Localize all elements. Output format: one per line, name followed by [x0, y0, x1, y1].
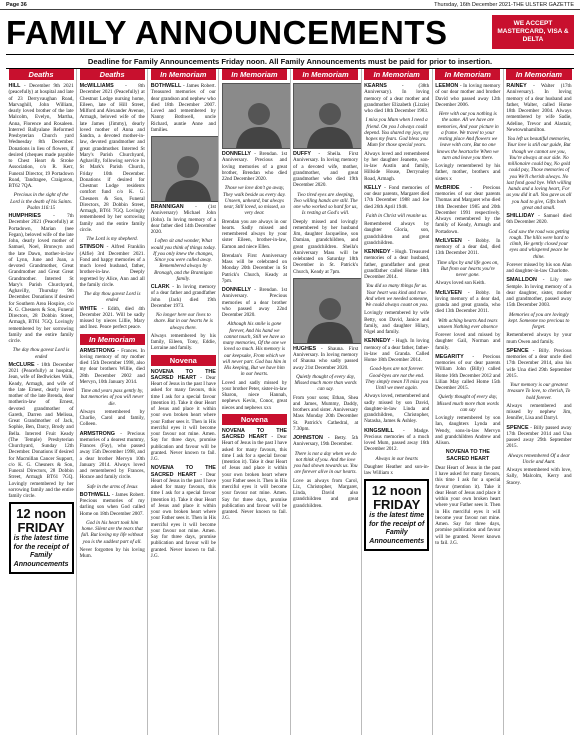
announcement-entry [435, 415, 500, 446]
announcement-text: - 10th December 2021 (Peacefully) at hospital, Jean, wife of Bedlwickes Walk, Keady, Armagh, and wife of the late Ernest, dearly loved mother of the late Brenda, dear motherin-law of Ernest, devoted grandmother of Gareth, Darren and Melissa, Great Grandmother of Jack, Sophie, Ben, Darcy, Brody and Bella. Interred Fruit Keady (The Temple) Presbyterian Churchyard, Sunday 12th December. Donations if desired for Macmillan Cancer Support, c/o K. G. Chesners & Son, Funeral Directors, 28 Dobbin Street, Armagh BT61 7GQ. Lovingly remembered by her sorrowing family and the entire family circle. [8, 361, 74, 499]
announcement-entry [293, 151, 358, 189]
announcement-text: - Lily nee Semple. In loving memory of a dear daughter, sister, mother and grandmother, passed away 15th December 2003. [506, 277, 572, 309]
announcement-entry [435, 280, 500, 286]
announcement-text: - Hugh. In loving memory of a dear father, father-in-law and Granda. Called Home 18th December 2014. [364, 338, 430, 363]
announcement-name: HUGHES [293, 345, 317, 352]
section-heading: In Memoriam [151, 69, 216, 80]
portrait-photo [293, 278, 362, 344]
memorial-verse: Good-byes are not forever. Good-byes are not the end. They simply mean I'll miss you Until we meet again. [365, 366, 428, 391]
announcement-entry [222, 287, 287, 318]
announcement-entry [151, 369, 216, 463]
announcement-text: - Precious memories of a dearest mummy, Frances (Fay), who passed away 15th December 1998, and a dear brother Mervyn 10th January 2014. Always loved and remembered by Frances, Horace and family circle. [79, 430, 145, 481]
announcement-text: Always loved and remembered by her daughter Jeanette, son-in-law Austin and family, Hillside House, Derrynaley Road, Armagh. [364, 150, 430, 182]
page-header-strip [0, 0, 580, 10]
announcement-name: RAINEY [506, 83, 527, 89]
announcement-column [77, 69, 148, 735]
announcement-entry [364, 249, 429, 280]
announcement-name: McILVEEN [435, 237, 462, 244]
section-heading: Deaths [9, 69, 74, 80]
announcement-text: Dear Heart of Jesus in the past I have asked for many favours, this time I ask for a special favour (mention it). Take it dear Heart of Jesus and place it within your own broken heart where your Father sees it. Then in His merciful eyes it will become your favour not mine. Amen. Say for three days, promise publication and favour will be granted. Never known to fail. J.G. [435, 464, 501, 546]
announcement-text: - Dear Heart of Jesus in the past I have asked for many favours, this time I ask for a special favour (mention it). Take it dear Heart of Jesus and place it within your own broken heart where your Father sees it. Then in His merciful eyes it will become your favour not mine. Amen. Say for three days, promise publication and favour will be granted. Never known to fail. J.G. [221, 434, 287, 522]
announcement-entry [506, 403, 571, 422]
announcement-text: - Alfred Franklin (Alfie) 3rd December 2021. Fond and happy memories of a much loved husband, father, brother-in-law. Deeply regretted by Alice, Ann and all the family circle. [79, 244, 145, 288]
announcement-entry [151, 333, 216, 352]
announcement-text: Forever missed by his son Alan and daughter-in-law Charlotte. [506, 261, 572, 274]
announcement-name: STINSON [79, 244, 104, 251]
announcement-text: From your sons; Ethan, Shea and James, Mummy, Daddy, brothers and sister. Anniversary Mass Monday 20th December St. Patrick's Cathedral, at 7.30pm. [293, 394, 359, 432]
announcement-text: - James Robert. Precious memories of my darling son when God called Home on 18th December 2007. [79, 491, 145, 517]
announcement-text: - 8th December 2021 (Peacefully) at Chestnut Lodge nursing home, Eileen, late of Hill Street, Milford and Alexander Avenue, Armagh, beloved wife of the late James (Jimmy), dearly loved mother of Anna and Sandra, a devoted mother-in-law, devoted grandmother and great grandmother. Interred St Mary's Parish Churchyard, Aghavilly, following service in St Mark's Parish Church, Friday 10th December. Donations if desired for Chestnut Lodge residents comfort fund c/o K. G. Chesners & Son, Funeral Directors, 28 Dobbin Street, Armagh, BT61 7GQ. Lovingly remembered by her sorrowing family and the entire family circle. [79, 83, 145, 233]
announcement-entry [506, 425, 571, 450]
announcement-entry [9, 362, 74, 500]
announcement-entry [222, 380, 287, 411]
announcement-entry [151, 465, 216, 559]
announcement-entry [80, 431, 145, 481]
announcement-text: Remembered always by your mum Owen and family. [506, 332, 572, 345]
announcement-entry [364, 151, 429, 182]
announcement-entry [222, 428, 287, 522]
announcement-text: - Madge. Precious memories of a much loved Mum, passed away 16th December 2012. [364, 427, 430, 453]
section-heading: Novena [151, 355, 216, 366]
announcement-entry [506, 83, 571, 133]
announcement-name: KENNEDY [364, 249, 391, 255]
memorial-verse: Precious in the sight of the Lord is the death of his Saints. Psalm 116:15 [10, 192, 73, 211]
announcement-name: SMALLDON [506, 277, 537, 284]
announcement-entry [293, 219, 358, 275]
promo-text: is the latest time for the receipt of Family Announcements [369, 512, 425, 545]
announcement-text: Never forgotten by his loving Mum. [79, 546, 145, 559]
announcement-entry [435, 290, 500, 315]
announcement-text: - Brendan. 1st Anniversary. Precious and loving memories of a great brother, Brendan who died 22nd December 2020. [221, 151, 287, 182]
memorial-verse: Your memory is our greatest treasure To love, to cherish, To hold forever. [507, 382, 571, 401]
announcement-name: McBRIDE [435, 184, 460, 191]
announcement-entry [435, 354, 500, 392]
announcement-column [219, 69, 290, 735]
memorial-verse: With aching hearts And tears unseen Nothing ever absence [438, 317, 498, 330]
announcement-entry [151, 83, 216, 133]
announcement-entry [364, 393, 429, 424]
announcement-text: Always remembered and missed by nephew Jim, Jennifer, Lisa and Darryl. [506, 402, 572, 422]
portrait-photo [222, 83, 291, 149]
announcement-name: HUMPHRIES [8, 213, 41, 219]
announcement-entry [222, 219, 287, 250]
announcement-entry [9, 83, 74, 189]
announcement-text: - Fond memories of our dear parents, Margaret died 17th December 1988 and Joe died 26th April 1948. [364, 184, 430, 210]
announcement-text: - Betty. 5th Anniversary, 19th December. [293, 435, 359, 448]
announcement-text: - Billy passed away 17th December 2014 and Una passed away 29th September 2015. [506, 424, 572, 450]
announcement-name: LEEMON [435, 83, 459, 89]
announcement-name: HILL [8, 83, 21, 89]
portrait-silhouette [163, 149, 213, 201]
memorial-verse: You did so many things for us. Your heart was kind and true. And when we needed someone, We could always count on you. [365, 283, 429, 308]
announcement-text: Always loved, remembered and sadly missed by son David, daughter-in-law Linda and grandchildren, Christopher, Natasha, James & Ashley. [364, 393, 430, 425]
memorial-verse: No longer here our lives to share. But in our hearts he is always there. [153, 312, 213, 331]
announcement-entry [80, 306, 145, 331]
announcement-text: - (1st Anniversary) Michael John (John). In loving memory of a dear father died 14th December 2020. [150, 204, 216, 235]
section-heading: Novena [222, 414, 287, 425]
announcement-name: NOVENA TO THE SACRED HEART [221, 427, 287, 440]
memorial-verse: Those we love don't go away, They walk beside us every day. Unseen, unheard, but always near, Still loved, so missed, so very dear. [223, 185, 286, 217]
memorial-verse: Safe in the arms of Jesus [86, 483, 138, 490]
announcement-text: Lovingly remembered by wife Betty, son David, Janice and family, and daughter Hilary, Nigel and family. [364, 310, 430, 335]
announcement-entry [364, 428, 429, 453]
announcement-text: - Brendan. 1st Anniversary. Precious memories of a dear brother who passed away 22nd December 2020. [221, 287, 287, 318]
announcement-text: - Precious memories of our dear parents Thomas and Margaret who died 18th December 1985 and 20th December 1991 respectively. Always remembered by the family of Keady, Armagh and Portadown. [435, 184, 501, 235]
memorial-verse: I miss you Mum when I need a friend. On you I always could depend. You shared my joys, my hopes my fears. God bless you Mum for those special years. [364, 117, 430, 149]
promo-day: FRIDAY [373, 497, 421, 513]
announcement-text: - 7th December 2021 (Peacefully) at Portadown, Marian (nee Fegan), beloved wife of the late John, dearly loved mother of Samuel, Noel, Bronwyn and the late Dawn, mother-in-law of Lynn, June and Joan, a devoted Grandmother, Great Grandmother and Great Great Grandmother. Interred St Mary's Parish Churchyard, Aghavilly, Thursday 9th December. Donations if desired for Southern Area Hospice, c/o K. G. Chesners & Son, Funeral Directors, 28 Dobbin Street, Armagh, BT61 7GQ. Lovingly remembered by her sorrowing family and the entire family circle. [8, 213, 74, 344]
announcement-entry [293, 346, 358, 371]
announcement-text: - Precious memories of our dear parents William John (Billy) called Home 16th December 2012 and Lilian May called Home 15th December 2015. [435, 353, 501, 391]
portrait-silhouette [234, 96, 284, 148]
announcement-text: Daughter Heather and son-in-law William x [364, 463, 430, 476]
announcement-text: Always remembered with love, Sally, Malcolm, Kerry and Stacey. [506, 467, 572, 486]
announcement-entry [506, 262, 571, 275]
memorial-verse: Quietly thought of every day, Missed much more than words can say [436, 394, 499, 413]
portrait-photo [293, 83, 362, 149]
portrait-silhouette [305, 291, 355, 343]
memorial-verse: The Lord is my shepherd. [86, 236, 138, 242]
announcement-name: SPENCE [506, 424, 529, 431]
announcement-name: DUFFY [293, 151, 311, 157]
announcement-column [6, 69, 77, 735]
announcement-entry [506, 213, 571, 226]
announcement-text: Brendan you are always in our hearts. Sadly missed and remembered always by your sister Eileen, brother-in-law, Eamon and niece Ellen. [221, 218, 287, 250]
portrait-photo [151, 136, 220, 202]
memorial-verse: Quietly thought of every day, Missed much more than words can say. [294, 373, 357, 393]
memorial-verse: Time and years pass gently by, but memories of you will never die. [80, 388, 144, 407]
announcement-text: Brendan's First Anniversary Mass will be celebrated on Monday 20th December in St Patrick's Church, Keady at 7pm. [221, 252, 287, 284]
announcement-entry [506, 348, 571, 379]
announcement-name: KINGSMILL [364, 427, 394, 434]
announcement-text: - In loving memory of a dear father and grandfather John (Jack) died 19th December 1973. [150, 284, 216, 309]
announcement-text: - Walter (17th Anniversary). In loving memory of a dear husband and father, Walter, called Home 18th December 2004. Always remembered by wife Sadie, Adeline, Trevor and Alastair, Newtownhamilton. [506, 83, 572, 133]
announcement-column [291, 69, 362, 735]
card-acceptance-text: WE ACCEPT MASTERCARD, VISA & DELTA [497, 19, 569, 44]
announcement-name: ARMSTRONG [79, 430, 115, 437]
announcement-entry [293, 395, 358, 433]
announcement-column [362, 69, 433, 735]
announcement-entry [151, 284, 216, 309]
announcement-entry [364, 83, 429, 114]
announcement-name: McWILLIAMS [79, 83, 114, 89]
masthead [0, 10, 580, 54]
announcement-entry [435, 83, 500, 108]
announcement-column [148, 69, 219, 735]
announcement-name: MEGARITY [435, 353, 464, 360]
announcement-name: KENNEDY [364, 338, 391, 345]
announcement-text: - Dear Heart of Jesus in the past I have asked for many favours, this time I ask for a special favour (mention it). Take it dear Heart of Jesus and place it within your own broken heart where your Father sees it. Then in His merciful eyes it will become your favour not mine. Amen. Say for three days, promise publication and favour will be granted. Never known to fail. J.G. [150, 471, 216, 559]
announcement-column [433, 69, 504, 735]
announcement-name: NOVENA TO THE SACRED HEART [150, 465, 216, 478]
section-heading: In Memoriam [435, 69, 500, 80]
section-heading: Deaths [80, 69, 145, 80]
memorial-verse: Always in our hearts [375, 455, 418, 462]
memorial-verse: There is not a day when we do not think of you. And the love you had shown towards us. You are forever alive in our hearts. [293, 450, 358, 476]
announcement-entry [80, 547, 145, 560]
announcement-entry [506, 332, 571, 345]
announcement-entry [80, 409, 145, 428]
promo-time: 12 noon [16, 506, 66, 522]
memorial-verse: The day thou gavest Lord is ended [12, 347, 70, 360]
announcement-text: Love as always from Carol, Liz, Christopher, Margaret, Linda, David also grandchildren and great grandchildren. [293, 477, 359, 509]
announcement-text: Loved and sadly missed by your brother Peter, sister-in-law Sharon, niece Hannah, nephews Kevin, Conor, great nieces and nephews xxx [221, 379, 287, 411]
section-heading: In Memoriam [222, 69, 287, 80]
promo-day: FRIDAY [17, 520, 65, 536]
memorial-verse: Always remembered Of a dear Uncle and Aunt. [508, 452, 570, 465]
announcement-name: SHILLIDAY [506, 213, 535, 219]
announcement-text: - Dear Heart of Jesus in the past I have asked for many favours, this time I ask for a special favour (mention it). Take it dear Heart of Jesus and place it within your own broken heart where your Father sees it. Then in His merciful eyes it will become your favour not mine. Amen. Say for three days, promise publication and favour will be granted. Never known to fail. J.G. [150, 374, 216, 462]
announcement-text: Remembered always by daughter Gloria, son, grandchildren and great grandchildren. [364, 221, 430, 246]
page-number: Page 36 [6, 1, 27, 8]
section-heading: In Memoriam [364, 69, 429, 80]
announcement-text: Lovingly remembered by his father, mother, brothers and sisters x [435, 163, 501, 182]
announcement-name: WHITE [79, 305, 97, 312]
announcement-entry [506, 277, 571, 308]
announcement-columns [6, 69, 574, 735]
announcement-text: Always remembered by his family, Eileen, Tony, Eddie, Lorraine and family. [150, 332, 216, 352]
announcement-name: KEARNS [364, 83, 387, 89]
memorial-verse: Two tired eyes are sleeping, Two willing hands are still. The one who worked so hard for us, Is resting at God's will. [293, 191, 358, 217]
memorial-verse: God saw the road was getting rough. The hills were hard to climb, He gently closed your eyes and whispered peace be thine. [508, 228, 570, 260]
announcement-text: - James Robert. Treasured memories of our dear grandson and nephew who died 18th December 2007. Loved and remembered by Nanny Bothwell, uncle Richard, auntie Anne and families. [150, 83, 216, 133]
memorial-verse: Memories of you are lovingly kept. Someone too precious to forget. [508, 311, 570, 330]
announcement-text: - Hugh. Treasured memories of a dear husband, father, grandfather and great grandfather called Home 18th December 2014. [364, 249, 430, 280]
date-line: Thursday, 16th December 2021-THE ULSTER GAZETTE [434, 1, 574, 8]
announcement-text: - Samuel died 6th December 2020. [506, 213, 572, 226]
announcement-text: - December 9th 2021 (peacefully) at hospital and late of 23 Derryvaughan Road, Marvaghill, John William, dearly loved brother of the late Malcolm, Evelyn, Martha, Anna, Florence and Rosaleen. Interred Ballyalane Reformed Presbyterian Church yard Wednesday 8th December. Donations in lieu of flowers, if desired (cheques made payable to Chest Heart & Stroke Association, c/o R. Kerr, Funeral Director, 19 Portadown Road, Tandragee, Craigavon, BT62 7QA. [8, 83, 74, 189]
announcement-text: - Edith, died 4th December 2021. Will be sadly missed by nieces Lillie, Mary and Inez. Peace perfect peace. [79, 305, 145, 331]
announcement-entry [151, 204, 216, 235]
announcement-entry [9, 213, 74, 344]
announcement-text: - In loving memory of our dear mother and brother David who passed away 12th December 2006. [435, 83, 501, 108]
memorial-verse: You left us beautiful memories, Your love is still our guide, But though we cannot see you, You're always at our side. No millionaire could buy, No gold could pay, Those memories of you We'll cherish always. No last fond good bye. With willing hands and a loving heart, For us you did it all. You gave us all you had to give, Gifts both great and small. [506, 136, 572, 211]
announcement-name: NOVENA TO THE SACRED HEART [150, 368, 216, 381]
announcement-entry [435, 465, 500, 546]
deadline-promo-box [364, 479, 429, 551]
announcement-entry [435, 163, 500, 182]
novena-heading: NOVENA TO THE SACRED HEART [445, 449, 490, 462]
section-title: FAMILY ANNOUNCEMENTS [6, 13, 448, 51]
portrait-silhouette [305, 96, 355, 148]
announcement-name: KELLY [364, 184, 382, 191]
promo-time: 12 noon [371, 483, 422, 499]
announcement-name: SPENCE [506, 347, 529, 354]
announcement-entry [435, 332, 500, 351]
announcement-name: BRANNIGAN [150, 204, 184, 210]
announcement-entry [293, 478, 358, 509]
announcement-name: DONNELLY [221, 287, 252, 293]
announcement-text: Always remembered by Charlie, Carol and family, Colleen. [79, 408, 145, 428]
announcement-entry [364, 338, 429, 363]
section-heading: In Memoriam [506, 69, 571, 80]
announcement-name: McCLURE [8, 361, 35, 368]
announcement-entry [80, 492, 145, 517]
memorial-verse: I often sit and wonder, What would you think of things today. If you only knew the changes, Since you were called away. Remembered always by Bronagh, and the Brannigan family. [150, 238, 216, 282]
announcement-text: - Bobby. In loving memory of a dear dad, granda and great granda, who died 13th December 2011. [435, 289, 501, 315]
announcement-entry [364, 185, 429, 210]
announcement-column [504, 69, 574, 735]
announcement-entry [80, 348, 145, 386]
announcement-entry [80, 83, 145, 233]
announcement-entry [293, 435, 358, 448]
memorial-verse: Faith in Christ will reunite us. [365, 212, 428, 219]
announcement-text: - (38th Anniversary). In loving memory of a dear mother and grandmother Elizabeth (Lizzie) who died 18th December 1983. [364, 83, 430, 114]
announcement-entry [80, 244, 145, 288]
section-heading: In Memoriam [293, 69, 358, 80]
announcement-entry [222, 253, 287, 284]
announcement-text: Deeply missed and lovingly remembered by her husband Jim, daughter Jacqueline, son Damian, grandchildren, and great grandchildren. Sheila's Anniversary Mass will be celebrated on Saturday 18th December in St. Patrick's Church, Keady at 7pm. [293, 218, 359, 275]
announcement-entry [222, 151, 287, 182]
announcement-entry [364, 464, 429, 477]
section-heading: In Memoriam [80, 334, 145, 345]
announcement-text: - Bobby. In memory of a dear dad, died 13th December 2011. [435, 237, 501, 257]
memorial-verse: The day thou gavest Lord is ended [83, 291, 141, 304]
announcement-name: ARMSTRONG [79, 347, 115, 354]
announcement-text: - Frances. In loving memory of my mother died 15th December 1998, also my dear brothers Willie, died 28th December 2002 and Mervyn, 10th January 2014. [79, 347, 145, 385]
announcement-name: JOHNSTON [293, 435, 323, 441]
memorial-verse: Time slips by and life goes on, But from our hearts you're never gone. [437, 259, 499, 278]
deadline-notice: Deadline for Family Announcements Friday noon. All Family Announcements must be paid for prior to insertion. [6, 54, 574, 69]
announcement-entry [506, 467, 571, 486]
announcement-name: DONNELLY [221, 151, 252, 157]
announcement-name: McILVEEN [435, 289, 462, 296]
memorial-verse: Here with out you nothing is the same. All we have are memories, And your picture in a frame. We travel to your resting place And flowers we leave with care, But no one knows the heartache When we turn and leave you there. [436, 111, 499, 161]
announcement-entry [364, 221, 429, 246]
announcement-text: - Billy. Precious memories of a dear uncle died 17th December 2014, also his wife Una died 29th September 2015. [506, 347, 572, 379]
announcement-entry [435, 238, 500, 257]
memorial-verse: Although his smile is gone forever, And his hand we cannot touch, Still we have so many memories, Of the one we loved so much. His memory is our keepsake, From which we will never part. God has him in His keeping, But we have him in our hearts. [222, 321, 287, 378]
promo-text: is the latest time for the receipt of Family Announcements [13, 535, 69, 568]
memorial-verse: God in his heart took him home. Silent are the tears that fall. But loving my life without you is the saddest part of all. [81, 519, 144, 545]
card-acceptance-badge [492, 15, 574, 49]
announcement-name: BOTHWELL [150, 83, 182, 89]
announcement-name: CLARK [150, 284, 170, 290]
announcement-text: - Shauna. First Anniversary. In loving memory of Shauna who sadly passed away 21st December 2020. [293, 345, 359, 371]
announcement-text: Lovingly remembered by son Ian, daughters Lynda and Wendy, sons-in-law Mervyn and grandchildren Andrew and Alison. [435, 415, 501, 446]
announcement-text: - Sheila. First Anniversary. In loving memory of a devoted wife, mother, grandmother, and great grandmother who died 19th December 2020. [293, 151, 359, 189]
announcement-entry [435, 185, 500, 235]
deadline-promo-box [9, 502, 74, 574]
announcement-text: Forever loved and missed by daughter Gail, Norman and family. [435, 332, 501, 351]
announcement-text: Always loved son Keith. [435, 280, 486, 287]
announcement-entry [364, 310, 429, 335]
announcement-name: BOTHWELL [79, 491, 111, 498]
